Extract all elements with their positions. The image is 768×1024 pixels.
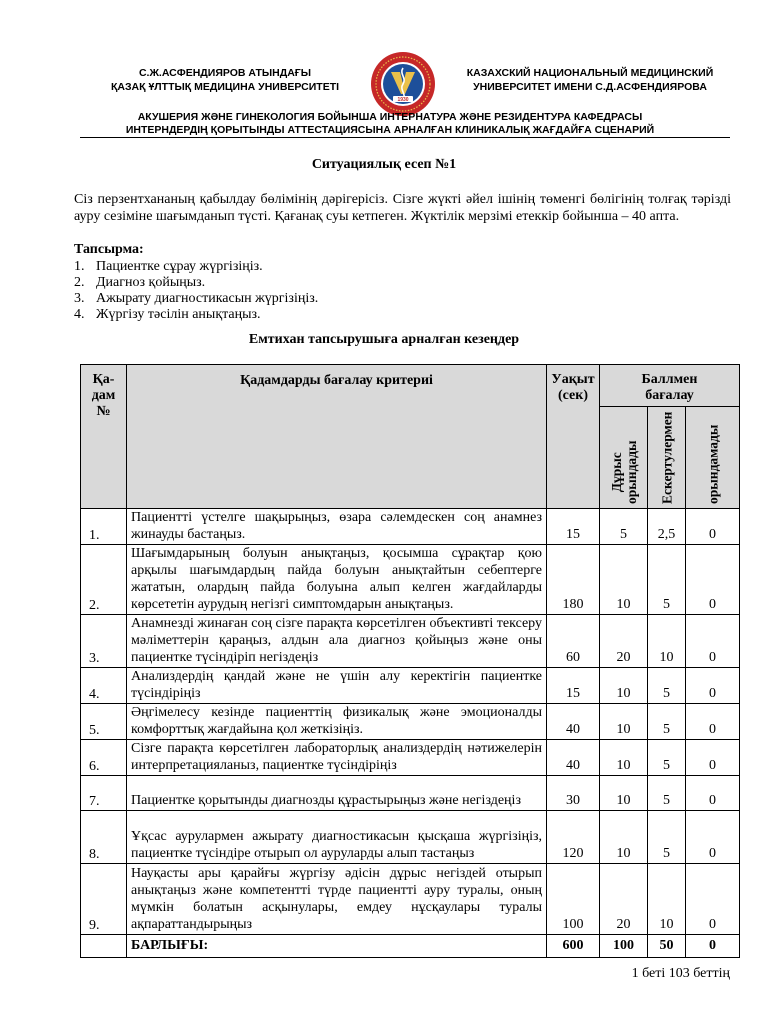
correct-cell: 10	[600, 740, 648, 776]
notdone-cell: 0	[686, 545, 740, 615]
notdone-cell: 0	[686, 509, 740, 545]
criterion-text: Анамнезді жинаған соң сізге парақта көрсетілген объективті тексеру мәліметтерін қараңыз, алдын ала диагноз қойыңыз және оны пациентке түсіндіріп негіздеңіз	[127, 615, 547, 668]
remarks-cell: 10	[648, 864, 686, 935]
total-correct: 100	[600, 935, 648, 958]
header-right-line2: УНИВЕРСИТЕТ ИМЕНИ С.Д.АСФЕНДИЯРОВА	[473, 81, 707, 93]
time-cell: 40	[547, 704, 600, 740]
page-title: Ситуациялық есеп №1	[311, 157, 457, 172]
header-right	[440, 66, 740, 94]
header-text: Дұрыс	[608, 452, 624, 493]
criterion-text: Анализдердің қандай және не үшін алу керектігін пациентке түсіндіріңіз	[127, 668, 547, 704]
notdone-cell: 0	[686, 864, 740, 935]
department-line2: ИНТЕРНДЕРДІҢ ҚОРЫТЫНДЫ АТТЕСТАЦИЯСЫНА АРНАЛҒАН КЛИНИКАЛЫҚ ЖАҒДАЙҒА СЦЕНАРИЙ	[125, 124, 655, 136]
page-number: 1 беті 103 беттің	[631, 966, 730, 981]
criterion-text: Ұқсас аурулармен ажырату диагностикасын қысқаша жүргізіңіз, пациентке түсіндіре отырып ол ауруларды алып тастаңыз	[127, 811, 547, 864]
task-number: 1.	[74, 259, 85, 274]
table-header-row	[81, 365, 740, 407]
header-left-line1: С.Ж.АСФЕНДИЯРОВ АТЫНДАҒЫ	[138, 67, 312, 79]
correct-cell: 20	[600, 615, 648, 668]
table-row	[81, 776, 740, 811]
criterion-text: Пациентті үстелге шақырыңыз, өзара сәлемдескен соң анамнез жинауды бастаңыз.	[127, 509, 547, 545]
criterion-text: Пациентке қорытынды диагнозды құрастырыңыз және негіздеңіз	[127, 776, 547, 811]
time-cell: 30	[547, 776, 600, 811]
case-description: Сіз перзентхананың қабылдау бөлімінің дәрігерісіз. Сізге жүкті әйел ішінің төменгі бөлігінің толғақ тәрізді ауру сезіміне шағымданып түсті. Қағанақ суы кетпеген. Жүктілік мерзімі етеккір бойынша – 40 апта.	[74, 192, 731, 224]
remarks-cell: 5	[648, 704, 686, 740]
table-row	[81, 740, 740, 776]
header-text: бағалау	[645, 388, 694, 403]
header-text: дам	[91, 388, 116, 403]
step-number: 9.	[81, 864, 127, 935]
table-row	[81, 545, 740, 615]
table-row	[81, 509, 740, 545]
table-row	[81, 864, 740, 935]
total-empty-cell	[81, 935, 127, 958]
notdone-cell: 0	[686, 811, 740, 864]
total-remarks: 50	[648, 935, 686, 958]
task-text: Диагноз қойыңыз.	[96, 275, 206, 290]
time-cell: 40	[547, 740, 600, 776]
correct-cell: 10	[600, 704, 648, 740]
header-text: орындады	[623, 440, 639, 504]
header-text: Уақыт	[551, 372, 595, 387]
total-label: БАРЛЫҒЫ:	[127, 935, 547, 958]
logo-year: 1930	[397, 97, 409, 103]
criterion-text: Әңгімелесу кезінде пациенттің физикалық және эмоционалды комфорттық жағдайына қол жеткізіңіз.	[127, 704, 547, 740]
step-number: 8.	[81, 811, 127, 864]
time-cell: 120	[547, 811, 600, 864]
step-number: 2.	[81, 545, 127, 615]
correct-cell: 10	[600, 668, 648, 704]
correct-header	[600, 407, 648, 509]
notdone-header	[686, 407, 740, 509]
correct-cell: 10	[600, 776, 648, 811]
step-number: 6.	[81, 740, 127, 776]
header-text: Қа-	[92, 372, 115, 387]
criterion-text: Науқасты ары қарайғы жүргізу әдісін дұрыс негіздей отырып анықтаңыз және компетентті түрде пациентті ауру туралы, оның мүмкін болатын асқынулары, емдеу нұсқаулары туралы ақпараттандырыңыз	[127, 864, 547, 935]
criteria-header: Қадамдарды бағалау критериі	[127, 365, 547, 509]
rotated-label	[609, 440, 639, 504]
header-text: (сек)	[558, 388, 588, 403]
remarks-cell: 5	[648, 811, 686, 864]
university-logo-icon	[369, 50, 437, 118]
notdone-cell: 0	[686, 740, 740, 776]
score-header	[600, 365, 740, 407]
correct-cell: 20	[600, 864, 648, 935]
time-cell: 60	[547, 615, 600, 668]
remarks-cell: 2,5	[648, 509, 686, 545]
task-text: Жүргізу тәсілін анықтаңыз.	[96, 307, 261, 322]
time-cell: 100	[547, 864, 600, 935]
task-text: Ажырату диагностикасын жүргізіңіз.	[96, 291, 319, 306]
notdone-cell: 0	[686, 704, 740, 740]
criterion-text: Сізге парақта көрсетілген лабораторлық анализдердің нәтижелерін интерпретацияланыз, пациентке түсіндіріңіз	[127, 740, 547, 776]
time-cell: 15	[547, 509, 600, 545]
total-notdone: 0	[686, 935, 740, 958]
remarks-cell: 5	[648, 740, 686, 776]
header-left	[90, 66, 360, 94]
task-item	[74, 291, 724, 307]
task-label: Тапсырма:	[74, 242, 144, 257]
step-number: 7.	[81, 776, 127, 811]
table-row	[81, 811, 740, 864]
rotated-label: орындамады	[705, 424, 720, 504]
time-cell: 180	[547, 545, 600, 615]
notdone-cell: 0	[686, 615, 740, 668]
remarks-cell: 5	[648, 776, 686, 811]
assessment-table	[80, 364, 740, 958]
table-row	[81, 704, 740, 740]
header-right-line1: КАЗАХСКИЙ НАЦИОНАЛЬНЫЙ МЕДИЦИНСКИЙ	[466, 67, 714, 79]
stages-title: Емтихан тапсырушыға арналған кезеңдер	[248, 332, 520, 347]
total-row	[81, 935, 740, 958]
criterion-text: Шағымдарының болуын анықтаңыз, қосымша сұрақтар қою арқылы шағымдардың пайда болуын анықтайтын себептерге жататын, олардың пайда болуына алып келген жағдайларды көрсететін аурудың негізгі симптомдарын анықтаңыз.	[127, 545, 547, 615]
remarks-cell: 10	[648, 615, 686, 668]
task-item	[74, 259, 724, 275]
task-item	[74, 307, 724, 323]
remarks-header	[648, 407, 686, 509]
total-time: 600	[547, 935, 600, 958]
table-row	[81, 615, 740, 668]
step-number-header	[81, 365, 127, 509]
task-text: Пациентке сұрау жүргізіңіз.	[96, 259, 263, 274]
task-number: 2.	[74, 275, 85, 290]
remarks-cell: 5	[648, 668, 686, 704]
step-number: 3.	[81, 615, 127, 668]
notdone-cell: 0	[686, 668, 740, 704]
task-number: 4.	[74, 307, 85, 322]
correct-cell: 10	[600, 545, 648, 615]
department-line1: АКУШЕРИЯ ЖӘНЕ ГИНЕКОЛОГИЯ БОЙЫНША ИНТЕРНАТУРА ЖӘНЕ РЕЗИДЕНТУРА КАФЕДРАСЫ	[137, 111, 643, 123]
header-divider	[80, 137, 730, 138]
step-number: 4.	[81, 668, 127, 704]
step-number: 1.	[81, 509, 127, 545]
header-left-line2: ҚАЗАҚ ҰЛТТЫҚ МЕДИЦИНА УНИВЕРСИТЕТІ	[110, 81, 340, 93]
time-cell: 15	[547, 668, 600, 704]
header-text: №	[96, 404, 111, 419]
correct-cell: 5	[600, 509, 648, 545]
table-row	[81, 668, 740, 704]
correct-cell: 10	[600, 811, 648, 864]
remarks-cell: 5	[648, 545, 686, 615]
notdone-cell: 0	[686, 776, 740, 811]
task-item	[74, 275, 724, 291]
rotated-label: Ескертулермен	[659, 411, 674, 504]
task-number: 3.	[74, 291, 85, 306]
header-text: Баллмен	[641, 372, 698, 387]
step-number: 5.	[81, 704, 127, 740]
time-header	[547, 365, 600, 509]
task-list	[74, 259, 724, 323]
department-block	[60, 111, 720, 137]
